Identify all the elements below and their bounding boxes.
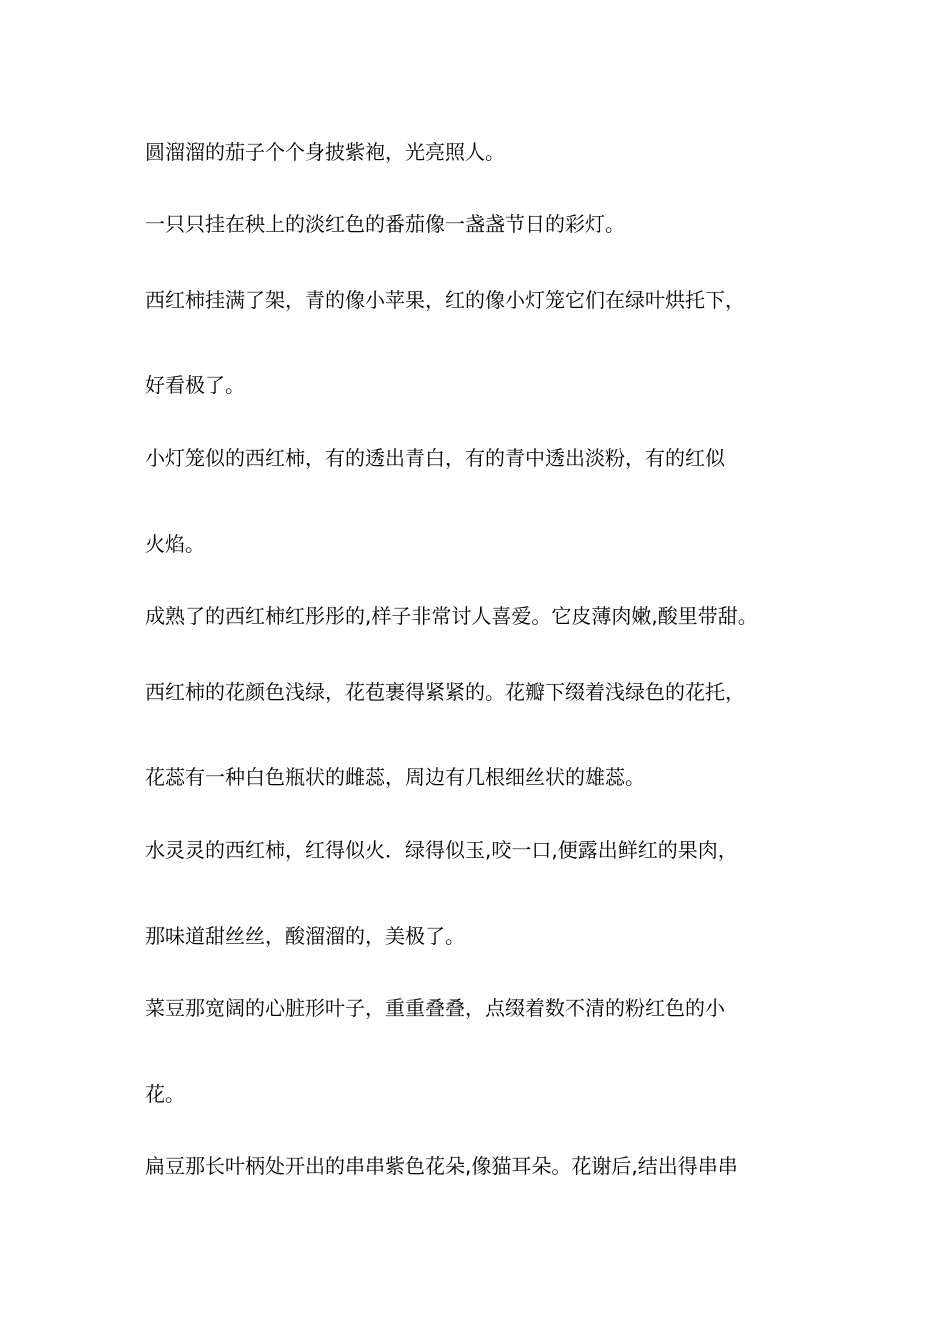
text-line: 成熟了的西红柿红彤彤的,样子非常讨人喜爱。它皮薄肉嫩,酸里带甜。 [145, 604, 758, 628]
text-line: 花。 [145, 1082, 185, 1106]
text-line: 好看极了。 [145, 373, 245, 397]
text-line: 一只只挂在秧上的淡红色的番茄像一盏盏节日的彩灯。 [145, 212, 625, 236]
text-line: 水灵灵的西红柿，红得似火．绿得似玉,咬一口,便露出鲜红的果肉， [145, 838, 738, 862]
text-line: 西红柿挂满了架，青的像小苹果，红的像小灯笼它们在绿叶烘托下， [145, 288, 745, 312]
text-line: 花蕊有一种白色瓶状的雌蕊，周边有几根细丝状的雄蕊。 [145, 765, 645, 789]
text-line: 火焰。 [145, 532, 205, 556]
text-line: 那味道甜丝丝，酸溜溜的，美极了。 [145, 924, 465, 948]
text-line: 扁豆那长叶柄处开出的串串紫色花朵,像猫耳朵。花谢后,结出得串串 [145, 1154, 738, 1178]
text-line: 小灯笼似的西红柿，有的透出青白，有的青中透出淡粉，有的红似 [145, 446, 725, 470]
text-line: 菜豆那宽阔的心脏形叶子，重重叠叠，点缀着数不清的粉红色的小 [145, 996, 725, 1020]
text-line: 西红柿的花颜色浅绿，花苞裹得紧紧的。花瓣下缀着浅绿色的花托， [145, 680, 745, 704]
text-line: 圆溜溜的茄子个个身披紫袍，光亮照人。 [145, 140, 505, 164]
